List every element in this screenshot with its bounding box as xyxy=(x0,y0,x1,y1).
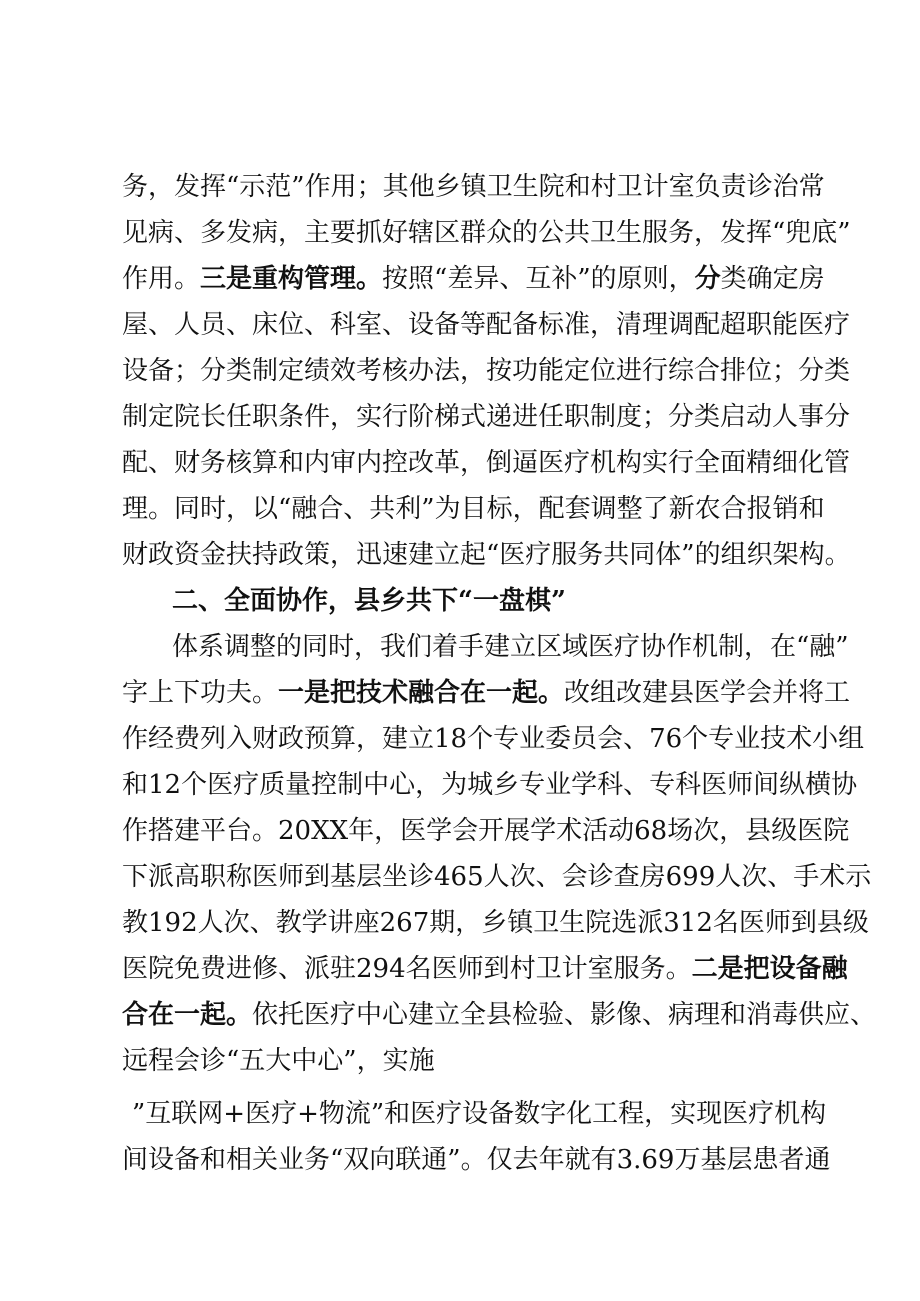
text-line: 和12个医疗质量控制中心，为城乡专业学科、专科医师间纵横协 xyxy=(122,770,858,800)
text-line: 作经费列入财政预算，建立18个专业委员会、76个专业技术小组 xyxy=(122,724,865,754)
text-line: 理。同时，以“融合、共利”为目标，配套调整了新农合报销和 xyxy=(122,494,825,524)
text-line: 医院免费进修、派驻294名医师到村卫计室服务。二是把设备融 xyxy=(122,954,848,984)
text-line: 作搭建平台。20XX年，医学会开展学术活动68场次，县级医院 xyxy=(122,816,850,846)
text-line: 设备；分类制定绩效考核办法，按功能定位进行综合排位；分类 xyxy=(122,356,851,386)
text-line: 下派高职称医师到基层坐诊465人次、会诊查房699人次、手术示 xyxy=(122,862,872,892)
text-line: 教192人次、教学讲座267期，乡镇卫生院选派312名医师到县级 xyxy=(122,908,869,938)
text-line: 配、财务核算和内审内控改革，倒逼医疗机构实行全面精细化管 xyxy=(122,448,851,478)
text-line: 合在一起。依托医疗中心建立全县检验、影像、病理和消毒供应、 xyxy=(122,1000,877,1030)
text-line: 务，发挥“示范”作用；其他乡镇卫生院和村卫计室负责诊治常 xyxy=(122,172,825,202)
text-line: 远程会诊“五大中心”，实施 xyxy=(122,1046,435,1076)
text-line: 体系调整的同时，我们着手建立区域医疗协作机制，在“融” xyxy=(172,632,849,662)
text-line: 字上下功夫。一是把技术融合在一起。改组改建县医学会并将工 xyxy=(122,678,851,708)
text-line: 间设备和相关业务“双向联通”。仅去年就有3.69万基层患者通 xyxy=(122,1145,831,1175)
text-line: 制定院长任职条件，实行阶梯式递进任职制度；分类启动人事分 xyxy=(122,402,851,432)
text-line: 作用。三是重构管理。按照“差异、互补”的原则，分类确定房 xyxy=(122,264,825,294)
section-heading: 二、全面协作，县乡共下“一盘棋” xyxy=(172,586,566,616)
text-line: 财政资金扶持政策，迅速建立起“医疗服务共同体”的组织架构。 xyxy=(122,540,851,570)
text-line: 见病、多发病，主要抓好辖区群众的公共卫生服务，发挥“兜底” xyxy=(122,218,851,248)
text-line: ”互联网+医疗+物流”和医疗设备数字化工程，实现医疗机构 xyxy=(132,1099,827,1129)
text-line: 屋、人员、床位、科室、设备等配备标准，清理调配超职能医疗 xyxy=(122,310,851,340)
